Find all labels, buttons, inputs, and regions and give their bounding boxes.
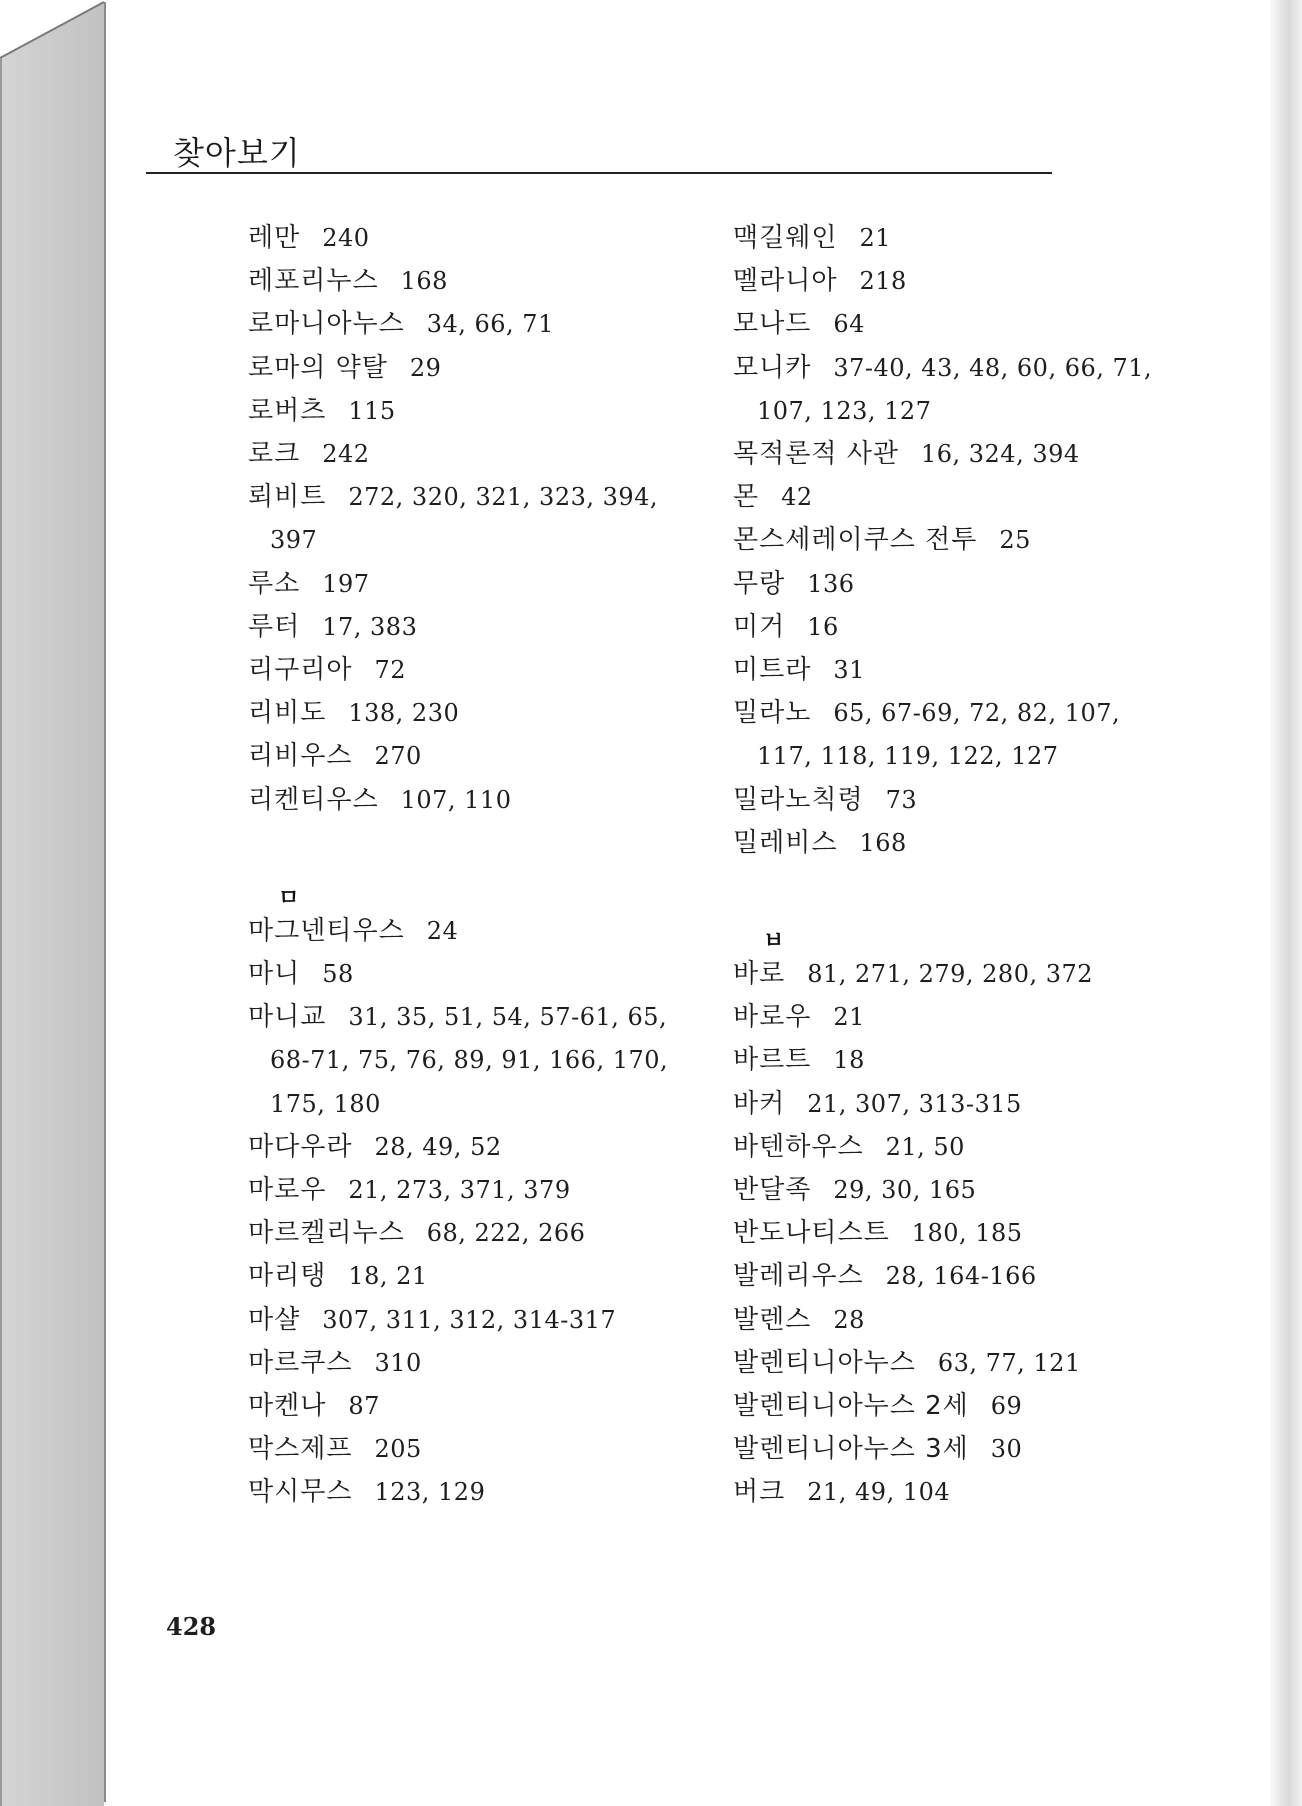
index-pages: 168 xyxy=(859,828,907,857)
index-entry xyxy=(248,1305,616,1335)
index-entry xyxy=(248,396,396,426)
index-term: 로마니아누스 xyxy=(248,309,405,340)
index-entry xyxy=(248,655,406,685)
index-pages: 81, 271, 279, 280, 372 xyxy=(807,960,1094,988)
index-entry xyxy=(733,698,1120,728)
index-entry xyxy=(757,396,931,426)
index-pages: 28 xyxy=(833,1305,865,1334)
index-pages: 17, 383 xyxy=(322,612,418,641)
index-pages: 16 xyxy=(807,612,839,641)
index-entry xyxy=(733,1175,976,1205)
index-pages: 64 xyxy=(833,310,865,339)
index-term: 발렌티니아누스 3세 xyxy=(733,1434,969,1465)
index-term: 막스제프 xyxy=(248,1434,353,1465)
index-entry xyxy=(733,612,839,642)
index-term: 마니교 xyxy=(248,1002,327,1033)
index-pages: 18, 21 xyxy=(348,1262,428,1291)
index-pages: 87 xyxy=(348,1392,380,1420)
index-pages-continued: 68-71, 75, 76, 89, 91, 166, 170, xyxy=(270,1046,669,1075)
index-pages: 37-40, 43, 48, 60, 66, 71, xyxy=(833,353,1153,382)
index-entry xyxy=(733,1477,950,1507)
index-entry xyxy=(248,916,458,946)
page-title: 찾아보기 xyxy=(173,134,301,172)
index-entry xyxy=(248,482,658,512)
index-pages: 63, 77, 121 xyxy=(937,1348,1081,1377)
index-term: 모나드 xyxy=(733,309,812,340)
index-entry xyxy=(733,353,1152,383)
index-entry xyxy=(733,655,865,685)
index-term: 로크 xyxy=(248,439,301,469)
index-entry xyxy=(248,309,554,339)
index-entry xyxy=(270,1089,381,1119)
index-entry xyxy=(248,1132,502,1162)
index-pages: 29 xyxy=(409,353,442,382)
index-term: 로버츠 xyxy=(248,395,327,426)
index-term: 마그넨티우스 xyxy=(248,915,405,946)
index-term: 몬스세레이쿠스 전투 xyxy=(733,525,978,556)
index-entry xyxy=(733,1261,1037,1291)
index-term: 리비우스 xyxy=(248,741,353,772)
index-pages: 24 xyxy=(426,916,459,945)
index-term: 모니카 xyxy=(733,352,812,383)
index-pages: 72 xyxy=(374,656,407,684)
index-term: 마르켈리누스 xyxy=(248,1218,405,1249)
index-term: 로마의 약탈 xyxy=(248,352,388,383)
index-term: 발렌스 xyxy=(733,1304,812,1335)
index-term: 마르쿠스 xyxy=(248,1347,353,1378)
index-pages: 18 xyxy=(833,1046,865,1075)
index-pages: 242 xyxy=(322,440,370,468)
index-pages: 197 xyxy=(322,569,370,598)
index-entry xyxy=(248,612,417,642)
index-term: 리비도 xyxy=(248,698,327,729)
index-pages: 136 xyxy=(807,569,855,598)
index-entry xyxy=(733,1348,1081,1378)
index-pages-continued: 107, 123, 127 xyxy=(757,396,932,425)
index-entry xyxy=(733,1218,1023,1248)
index-pages: 16, 324, 394 xyxy=(920,440,1080,468)
index-entry xyxy=(248,1434,422,1464)
index-pages: 42 xyxy=(781,483,813,512)
index-entry xyxy=(733,1132,965,1162)
index-entry xyxy=(248,1218,585,1248)
index-term: 루소 xyxy=(248,568,301,599)
index-pages: 69 xyxy=(990,1392,1023,1420)
index-pages: 30 xyxy=(990,1435,1023,1464)
index-pages: 168 xyxy=(400,267,448,296)
index-entry xyxy=(270,525,317,555)
index-entry xyxy=(733,266,907,296)
index-entry xyxy=(733,1045,865,1075)
section-heading: ㅂ xyxy=(763,929,785,954)
index-pages: 21, 273, 371, 379 xyxy=(348,1176,571,1204)
index-pages: 34, 66, 71 xyxy=(426,310,554,339)
index-pages: 123, 129 xyxy=(374,1478,486,1507)
index-term: 버크 xyxy=(733,1477,786,1508)
header-rule xyxy=(146,172,1052,174)
page-number: 428 xyxy=(166,1612,217,1641)
index-term: 마켄나 xyxy=(248,1391,327,1421)
index-entry xyxy=(733,1391,1022,1421)
index-term: 목적론적 사관 xyxy=(733,439,899,469)
index-pages: 68, 222, 266 xyxy=(426,1219,586,1248)
index-pages: 21 xyxy=(859,224,892,252)
index-pages: 180, 185 xyxy=(911,1219,1023,1248)
index-entry xyxy=(733,569,855,599)
index-pages: 28, 164-166 xyxy=(885,1262,1037,1291)
index-entry xyxy=(248,698,459,728)
index-entry xyxy=(248,785,511,815)
index-pages: 28, 49, 52 xyxy=(374,1132,502,1161)
index-entry xyxy=(248,569,370,599)
index-pages: 270 xyxy=(374,742,422,771)
index-entry xyxy=(248,1002,667,1032)
index-term: 발렌티니아누스 2세 xyxy=(733,1391,969,1421)
index-term: 마리탱 xyxy=(248,1261,327,1292)
index-term: 미거 xyxy=(733,611,786,642)
index-entry xyxy=(733,439,1080,469)
index-term: 몬 xyxy=(733,482,760,513)
index-pages: 21, 50 xyxy=(885,1132,965,1161)
index-term: 마로우 xyxy=(248,1175,327,1205)
index-term: 마다우라 xyxy=(248,1131,353,1162)
index-term: 바커 xyxy=(733,1088,786,1119)
index-term: 레포리누스 xyxy=(248,266,379,297)
index-pages: 65, 67-69, 72, 82, 107, xyxy=(833,699,1121,728)
index-term: 밀라노칙령 xyxy=(733,784,864,815)
index-entry xyxy=(757,741,1059,771)
index-entry xyxy=(248,266,448,296)
index-entry xyxy=(733,828,907,858)
index-term: 바로 xyxy=(733,959,786,989)
index-entry xyxy=(248,959,354,989)
index-entry xyxy=(733,959,1093,989)
section-heading: ㅁ xyxy=(278,885,300,911)
index-pages-continued: 397 xyxy=(270,526,318,555)
index-entry xyxy=(733,525,1031,555)
index-term: 마샬 xyxy=(248,1304,301,1335)
index-entry xyxy=(248,1477,485,1507)
index-entry xyxy=(733,1002,865,1032)
index-entry xyxy=(733,309,865,339)
index-pages: 310 xyxy=(374,1348,422,1377)
index-term: 밀레비스 xyxy=(733,827,838,858)
index-entry xyxy=(248,223,370,253)
index-pages: 73 xyxy=(885,785,918,814)
page-edge-shadow xyxy=(1270,0,1302,1806)
index-term: 레만 xyxy=(248,223,301,253)
index-entry xyxy=(248,741,422,771)
index-pages: 307, 311, 312, 314-317 xyxy=(322,1305,617,1334)
index-entry xyxy=(733,1305,865,1335)
index-entry xyxy=(248,353,441,383)
index-term: 발레리우스 xyxy=(733,1261,864,1292)
index-pages-continued: 117, 118, 119, 122, 127 xyxy=(757,742,1059,771)
book-spine xyxy=(0,0,104,1806)
index-term: 멜라니아 xyxy=(733,266,838,297)
index-entry xyxy=(733,1089,1022,1119)
index-pages: 240 xyxy=(322,224,370,252)
index-term: 무랑 xyxy=(733,568,786,599)
index-pages: 31 xyxy=(833,656,865,684)
index-term: 반도나티스트 xyxy=(733,1218,890,1249)
index-term: 리켄티우스 xyxy=(248,784,379,815)
index-entry xyxy=(248,1261,428,1291)
index-pages: 25 xyxy=(999,526,1031,555)
index-pages: 58 xyxy=(322,960,354,988)
index-term: 막시무스 xyxy=(248,1477,353,1508)
index-pages: 205 xyxy=(374,1435,422,1464)
index-pages: 31, 35, 51, 54, 57-61, 65, xyxy=(348,1003,668,1032)
index-term: 발렌티니아누스 xyxy=(733,1347,916,1378)
index-term: 바르트 xyxy=(733,1045,812,1076)
index-entry xyxy=(248,1348,422,1378)
index-pages-continued: 175, 180 xyxy=(270,1089,381,1118)
index-pages: 115 xyxy=(348,396,396,425)
index-pages: 138, 230 xyxy=(348,699,460,728)
index-pages: 21 xyxy=(833,1003,865,1032)
index-entry xyxy=(733,482,813,512)
index-term: 밀라노 xyxy=(733,698,812,729)
index-entry xyxy=(248,1391,380,1421)
index-term: 리구리아 xyxy=(248,655,353,685)
index-pages: 21, 49, 104 xyxy=(807,1478,951,1507)
index-term: 바텐하우스 xyxy=(733,1131,864,1162)
index-entry xyxy=(270,1045,668,1075)
index-entry xyxy=(248,1175,571,1205)
index-pages: 218 xyxy=(859,267,907,296)
index-pages: 21, 307, 313-315 xyxy=(807,1089,1022,1118)
index-entry xyxy=(733,223,891,253)
index-term: 반달족 xyxy=(733,1175,812,1205)
index-term: 뢰비트 xyxy=(248,482,327,513)
index-term: 루터 xyxy=(248,611,301,642)
index-term: 맥길웨인 xyxy=(733,223,838,253)
index-entry xyxy=(248,439,370,469)
index-pages: 29, 30, 165 xyxy=(833,1176,977,1204)
index-term: 미트라 xyxy=(733,655,812,685)
index-pages: 107, 110 xyxy=(400,785,512,814)
index-pages: 272, 320, 321, 323, 394, xyxy=(348,483,659,512)
index-term: 마니 xyxy=(248,959,301,989)
index-term: 바로우 xyxy=(733,1002,812,1033)
index-entry xyxy=(733,785,917,815)
index-entry xyxy=(733,1434,1022,1464)
